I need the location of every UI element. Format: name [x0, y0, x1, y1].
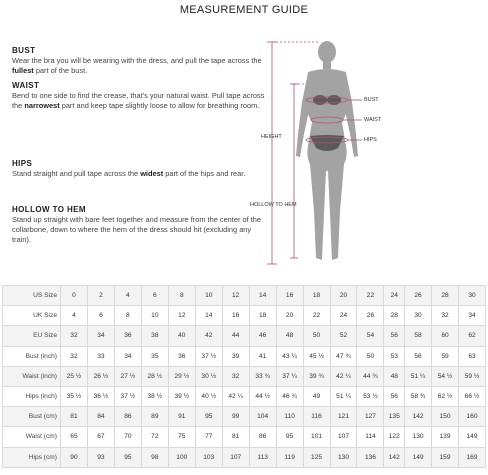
- table-cell: 50: [357, 346, 384, 366]
- table-row: [3, 447, 486, 467]
- table-cell: 95: [114, 447, 141, 467]
- table-cell: 42 ¼: [222, 386, 249, 406]
- table-cell: 101: [303, 427, 330, 447]
- table-cell: 22: [303, 306, 330, 326]
- table-cell: 25 ½: [61, 366, 88, 386]
- table-cell: 150: [432, 407, 459, 427]
- table-cell: 35: [141, 346, 168, 366]
- row-header: Hips (inch): [3, 386, 61, 406]
- size-chart-table: [2, 285, 486, 468]
- waist-section: [12, 81, 270, 111]
- table-cell: 8: [168, 286, 195, 306]
- bust-label: BUST: [364, 97, 379, 103]
- table-cell: 26: [357, 306, 384, 326]
- table-cell: 53: [384, 346, 405, 366]
- table-cell: 8: [114, 306, 141, 326]
- table-cell: 0: [61, 286, 88, 306]
- table-cell: 91: [168, 407, 195, 427]
- table-cell: 49: [303, 386, 330, 406]
- table-row: [3, 366, 486, 386]
- bust-section: [12, 46, 270, 76]
- table-cell: 46: [249, 326, 276, 346]
- table-cell: 135: [384, 407, 405, 427]
- table-cell: 37 ¼: [276, 366, 303, 386]
- table-cell: 100: [168, 447, 195, 467]
- table-cell: 44 ½: [249, 386, 276, 406]
- table-cell: 37 ½: [195, 346, 222, 366]
- table-cell: 24: [384, 286, 405, 306]
- table-cell: 28: [432, 286, 459, 306]
- table-cell: 114: [357, 427, 384, 447]
- table-cell: 98: [141, 447, 168, 467]
- bust-heading: BUST: [12, 46, 36, 55]
- table-cell: 113: [249, 447, 276, 467]
- table-cell: 36 ½: [87, 386, 114, 406]
- table-cell: 59 ½: [459, 366, 486, 386]
- table-cell: 32: [61, 326, 88, 346]
- table-cell: 32: [222, 366, 249, 386]
- table-cell: 26 ½: [87, 366, 114, 386]
- table-cell: 56: [384, 326, 405, 346]
- table-cell: 149: [459, 427, 486, 447]
- table-cell: 32: [61, 346, 88, 366]
- table-cell: 27 ½: [114, 366, 141, 386]
- table-cell: 16: [222, 306, 249, 326]
- table-cell: 122: [384, 427, 405, 447]
- hollow-to-hem-text: Stand up straight with bare feet together and measure from the center of the collarbone, down to where the hem of the dress should hit (excluding any train).: [12, 215, 261, 244]
- table-cell: 139: [432, 427, 459, 447]
- table-cell: 72: [141, 427, 168, 447]
- page-title: MEASUREMENT GUIDE: [179, 4, 309, 16]
- table-cell: 42 ¼: [330, 366, 357, 386]
- waist-label: WAIST: [364, 117, 382, 123]
- table-cell: 28: [384, 306, 405, 326]
- table-cell: 29 ½: [168, 366, 195, 386]
- table-cell: 44 ¾: [357, 366, 384, 386]
- hips-section: [12, 159, 270, 179]
- table-cell: 70: [114, 427, 141, 447]
- table-cell: 103: [195, 447, 222, 467]
- table-row: [3, 427, 486, 447]
- row-header: UK Size: [3, 306, 61, 326]
- table-cell: 38: [141, 326, 168, 346]
- table-cell: 99: [222, 407, 249, 427]
- row-header: Waist (cm): [3, 427, 61, 447]
- table-cell: 119: [276, 447, 303, 467]
- table-cell: 62: [459, 326, 486, 346]
- table-cell: 89: [141, 407, 168, 427]
- table-cell: 48: [276, 326, 303, 346]
- table-cell: 142: [384, 447, 405, 467]
- table-cell: 14: [249, 286, 276, 306]
- table-cell: 35 ½: [61, 386, 88, 406]
- table-cell: 16: [276, 286, 303, 306]
- row-header: Bust (inch): [3, 346, 61, 366]
- table-cell: 22: [357, 286, 384, 306]
- table-cell: 28 ½: [141, 366, 168, 386]
- table-cell: 33 ¾: [249, 366, 276, 386]
- table-cell: 93: [87, 447, 114, 467]
- table-cell: 86: [114, 407, 141, 427]
- table-cell: 54: [357, 326, 384, 346]
- hips-text: Stand straight and pull tape across the widest part of the hips and rear.: [12, 169, 246, 178]
- table-cell: 50: [303, 326, 330, 346]
- table-cell: 77: [195, 427, 222, 447]
- table-cell: 30: [459, 286, 486, 306]
- table-cell: 34: [114, 346, 141, 366]
- table-cell: 33: [87, 346, 114, 366]
- table-cell: 6: [141, 286, 168, 306]
- waist-heading: WAIST: [12, 81, 40, 90]
- table-cell: 32: [432, 306, 459, 326]
- table-cell: 125: [303, 447, 330, 467]
- hollow-to-hem-section: [12, 205, 270, 245]
- table-cell: 43 ¼: [276, 346, 303, 366]
- table-cell: 26: [405, 286, 432, 306]
- table-cell: 39: [222, 346, 249, 366]
- table-row: [3, 326, 486, 346]
- waist-text: Bend to one side to find the crease, that's your natural waist. Pull tape across the narrowest part and keep tape slightly loose to allow for breathing room.: [12, 91, 265, 110]
- body-silhouette-illustration: [250, 36, 400, 268]
- table-cell: 18: [303, 286, 330, 306]
- row-header: EU Size: [3, 326, 61, 346]
- table-cell: 12: [222, 286, 249, 306]
- row-header: Bust (cm): [3, 407, 61, 427]
- table-cell: 160: [459, 407, 486, 427]
- row-header: Waist (inch): [3, 366, 61, 386]
- hips-label: HIPS: [364, 137, 377, 143]
- table-cell: 127: [357, 407, 384, 427]
- table-cell: 169: [459, 447, 486, 467]
- table-cell: 41: [249, 346, 276, 366]
- table-cell: 44: [222, 326, 249, 346]
- body-measurement-figure: [250, 36, 400, 268]
- table-row: [3, 407, 486, 427]
- table-cell: 51 ¼: [405, 366, 432, 386]
- table-cell: 81: [61, 407, 88, 427]
- table-cell: 6: [87, 306, 114, 326]
- table-cell: 66 ½: [459, 386, 486, 406]
- table-cell: 58: [405, 326, 432, 346]
- table-cell: 95: [276, 427, 303, 447]
- hollow-to-hem-heading: HOLLOW TO HEM: [12, 205, 86, 214]
- row-header: US Size: [3, 286, 61, 306]
- bust-text: Wear the bra you will be wearing with the dress, and pull the tape across the fullest part of the bust.: [12, 56, 262, 75]
- table-cell: 14: [195, 306, 222, 326]
- table-cell: 36: [168, 346, 195, 366]
- table-row: [3, 286, 486, 306]
- table-row: [3, 386, 486, 406]
- table-cell: 34: [459, 306, 486, 326]
- table-cell: 52: [330, 326, 357, 346]
- table-cell: 59: [432, 346, 459, 366]
- table-cell: 116: [303, 407, 330, 427]
- table-cell: 38 ½: [141, 386, 168, 406]
- table-cell: 149: [405, 447, 432, 467]
- table-cell: 130: [405, 427, 432, 447]
- table-cell: 104: [249, 407, 276, 427]
- table-cell: 42: [195, 326, 222, 346]
- table-cell: 20: [330, 286, 357, 306]
- table-cell: 10: [195, 286, 222, 306]
- table-cell: 30 ½: [195, 366, 222, 386]
- table-cell: 48: [384, 366, 405, 386]
- table-cell: 10: [141, 306, 168, 326]
- table-cell: 37 ½: [114, 386, 141, 406]
- table-cell: 46 ¾: [276, 386, 303, 406]
- table-cell: 136: [357, 447, 384, 467]
- table-cell: 75: [168, 427, 195, 447]
- row-header: Hips (cm): [3, 447, 61, 467]
- table-cell: 63: [459, 346, 486, 366]
- table-cell: 20: [276, 306, 303, 326]
- table-cell: 56: [384, 386, 405, 406]
- table-cell: 40: [168, 326, 195, 346]
- table-cell: 84: [87, 407, 114, 427]
- table-cell: 65: [61, 427, 88, 447]
- table-cell: 159: [432, 447, 459, 467]
- table-cell: 95: [195, 407, 222, 427]
- table-cell: 39 ½: [168, 386, 195, 406]
- table-cell: 47 ¾: [330, 346, 357, 366]
- table-cell: 81: [222, 427, 249, 447]
- table-cell: 34: [87, 326, 114, 346]
- table-cell: 86: [249, 427, 276, 447]
- table-row: [3, 346, 486, 366]
- table-cell: 90: [61, 447, 88, 467]
- table-cell: 12: [168, 306, 195, 326]
- table-cell: 56: [405, 346, 432, 366]
- table-cell: 30: [405, 306, 432, 326]
- table-cell: 51 ¼: [330, 386, 357, 406]
- table-cell: 107: [330, 427, 357, 447]
- table-cell: 36: [114, 326, 141, 346]
- table-cell: 4: [61, 306, 88, 326]
- table-cell: 53 ½: [357, 386, 384, 406]
- table-cell: 107: [222, 447, 249, 467]
- table-cell: 58 ¾: [405, 386, 432, 406]
- table-cell: 130: [330, 447, 357, 467]
- table-cell: 39 ¾: [303, 366, 330, 386]
- table-cell: 60: [432, 326, 459, 346]
- table-cell: 45 ½: [303, 346, 330, 366]
- table-cell: 18: [249, 306, 276, 326]
- table-cell: 24: [330, 306, 357, 326]
- table-cell: 62 ½: [432, 386, 459, 406]
- table-cell: 2: [87, 286, 114, 306]
- height-label: HEIGHT: [261, 134, 282, 140]
- hips-heading: HIPS: [12, 159, 33, 168]
- table-cell: 110: [276, 407, 303, 427]
- table-cell: 40 ½: [195, 386, 222, 406]
- table-cell: 4: [114, 286, 141, 306]
- hollow-to-hem-label: HOLLOW TO HEM: [250, 202, 297, 208]
- table-cell: 54 ½: [432, 366, 459, 386]
- table-cell: 67: [87, 427, 114, 447]
- table-cell: 142: [405, 407, 432, 427]
- table-row: [3, 306, 486, 326]
- table-cell: 121: [330, 407, 357, 427]
